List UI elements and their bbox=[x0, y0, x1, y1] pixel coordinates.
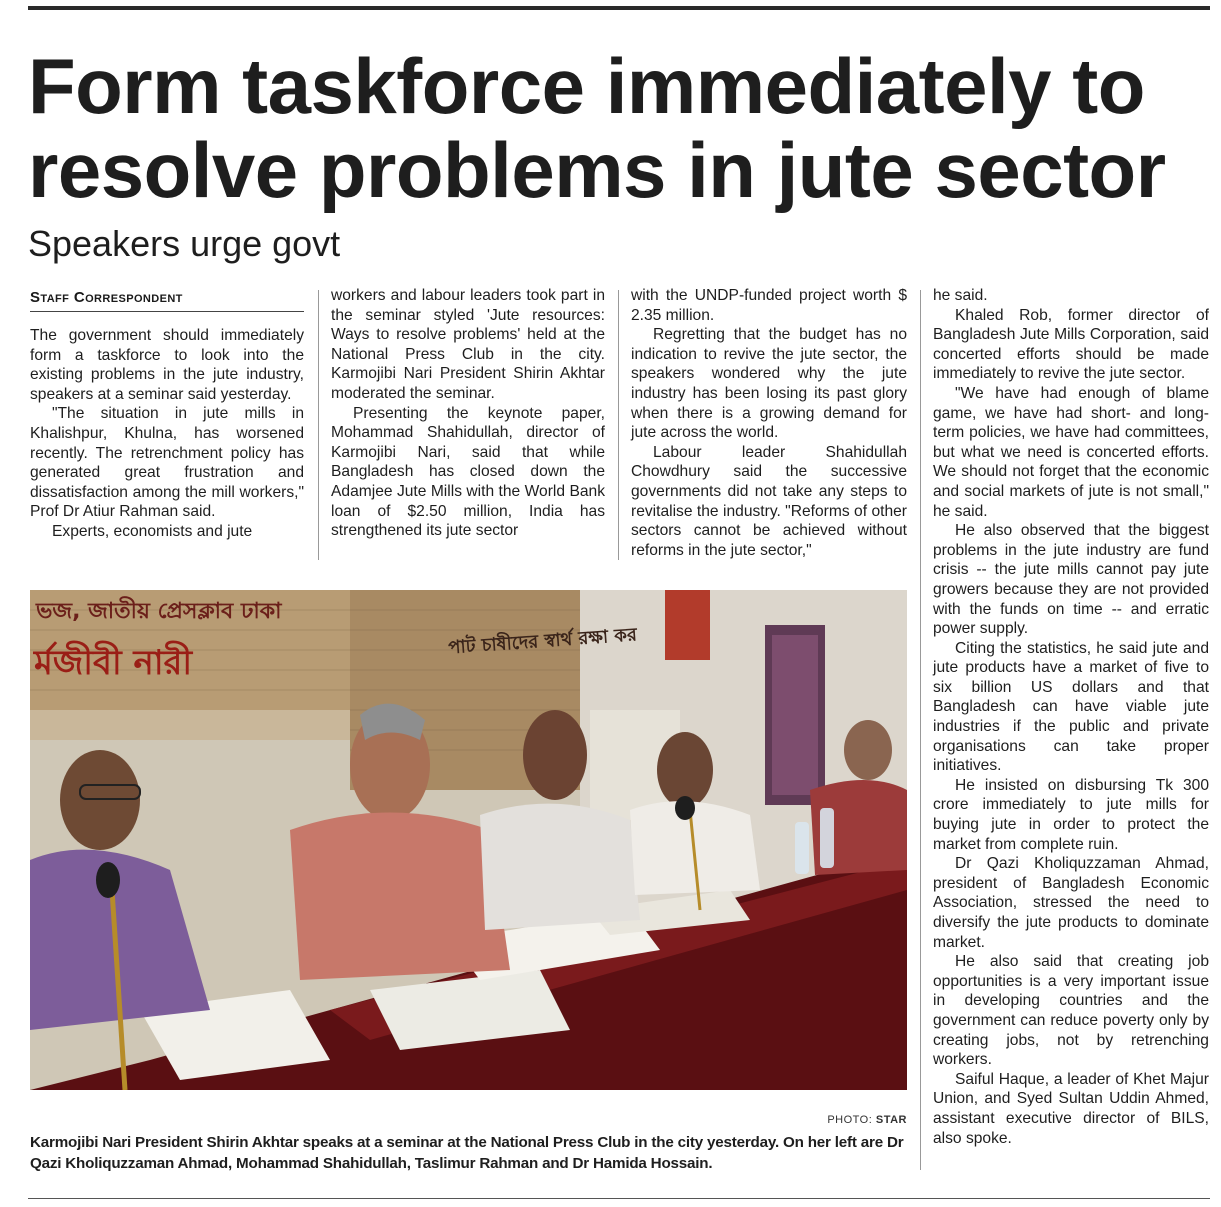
column-divider bbox=[920, 290, 921, 1170]
photo-credit-source: STAR bbox=[875, 1114, 907, 1126]
seminar-photo bbox=[30, 590, 907, 1090]
article-column-1 bbox=[30, 326, 304, 542]
article-column-3 bbox=[631, 286, 907, 560]
paragraph: Citing the statistics, he said jute and jute products have a market of five to six billion US dollars and that Bangladesh can have viable jute industries if the public and private organisations can take proper initiatives. bbox=[933, 639, 1209, 775]
article-column-2 bbox=[331, 286, 605, 541]
banner-text: র্মজীবী নারী bbox=[34, 643, 193, 683]
paragraph: with the UNDP-funded project worth $ 2.35 million. bbox=[631, 287, 907, 324]
paragraph: "We have had enough of blame game, we have had short- and long-term policies, we have had committees, but what we need is concerted efforts. We should not forget that the economic and social markets of jute is not small," he said. bbox=[933, 384, 1209, 520]
column-divider bbox=[318, 290, 319, 560]
paragraph: he said. bbox=[933, 287, 988, 304]
paragraph: The government should immediately form a taskforce to look into the existing problems in the jute industry, speakers at a seminar said yesterday. bbox=[30, 327, 304, 403]
banner-text: ভজ, জাতীয় প্রেসক্লাব ঢাকা bbox=[36, 599, 282, 624]
column-divider bbox=[618, 290, 619, 560]
paragraph: He insisted on disbursing Tk 300 crore immediately to jute mills for buying jute in order to protect the market from complete ruin. bbox=[933, 776, 1209, 853]
paragraph: workers and labour leaders took part in the seminar styled 'Jute resources: Ways to resolve problems' held at the National Press Club in the city. Karmojibi Nari President Shirin Akhtar moderated the seminar. bbox=[331, 287, 605, 402]
headline: Form taskforce immediately to resolve problems in jute sector bbox=[28, 42, 1166, 214]
banner-text: পাট চাষীদের স্বার্থ রক্ষা কর bbox=[447, 624, 638, 659]
photo-caption: Karmojibi Nari President Shirin Akhtar speaks at a seminar at the National Press Club in the city yesterday. On her left are Dr Qazi Kholiquzzaman Ahmad, Mohammad Shahidullah, Taslimur Rahman and Dr Hamida Hossain. bbox=[30, 1134, 904, 1172]
subheadline: Speakers urge govt bbox=[28, 223, 341, 264]
paragraph: Labour leader Shahidullah Chowdhury said the successive governments did not take any steps to revitalise the industry. "Reforms of other sectors cannot be achieved without reforms in the jute sector," bbox=[631, 443, 907, 559]
paragraph: He also said that creating job opportunities is a very important issue in developing countries and the government can reduce poverty only by creating jobs, not by retrenching workers. bbox=[933, 953, 1209, 1069]
paragraph: Saiful Haque, a leader of Khet Majur Union, and Syed Sultan Uddin Ahmed, assistant executive director of BILS, also spoke. bbox=[933, 1070, 1209, 1147]
paragraph: Presenting the keynote paper, Mohammad Shahidullah, director of Karmojibi Nari, said that while Bangladesh has closed down the Adamjee Jute Mills with the World Bank loan of $2.50 million, India has strengthened its jute sector bbox=[331, 404, 605, 540]
bottom-rule bbox=[28, 1198, 1210, 1199]
paragraph: "The situation in jute mills in Khalishpur, Khulna, has worsened recently. The retrenchment policy has generated great frustration and dissatisfaction among the mill workers," Prof Dr Atiur Rahman said. bbox=[30, 405, 304, 521]
top-rule bbox=[28, 6, 1210, 10]
photo-credit-label: PHOTO: bbox=[827, 1114, 873, 1126]
paragraph: He also observed that the biggest problems in the jute industry are fund crisis -- the jute mills cannot pay jute growers because they are not provided with the funds on time -- and erratic power supply. bbox=[933, 522, 1209, 638]
paragraph: Dr Qazi Kholiquzzaman Ahmad, president of Bangladesh Economic Association, stressed the need to diversify the jute products to dominate market. bbox=[933, 855, 1209, 951]
photo-credit bbox=[30, 1114, 907, 1126]
article-column-4 bbox=[933, 286, 1209, 1148]
paragraph: Regretting that the budget has no indication to revive the jute sector, the speakers wondered why the jute industry has been losing its past glory when there is a growing demand for jute across the world. bbox=[631, 326, 907, 442]
paragraph: Experts, economists and jute bbox=[52, 522, 253, 540]
paragraph: Khaled Rob, former director of Bangladesh Jute Mills Corporation, said concerted efforts should be made immediately to revive the jute sector. bbox=[933, 306, 1209, 383]
byline: Staff Correspondent bbox=[30, 288, 304, 312]
